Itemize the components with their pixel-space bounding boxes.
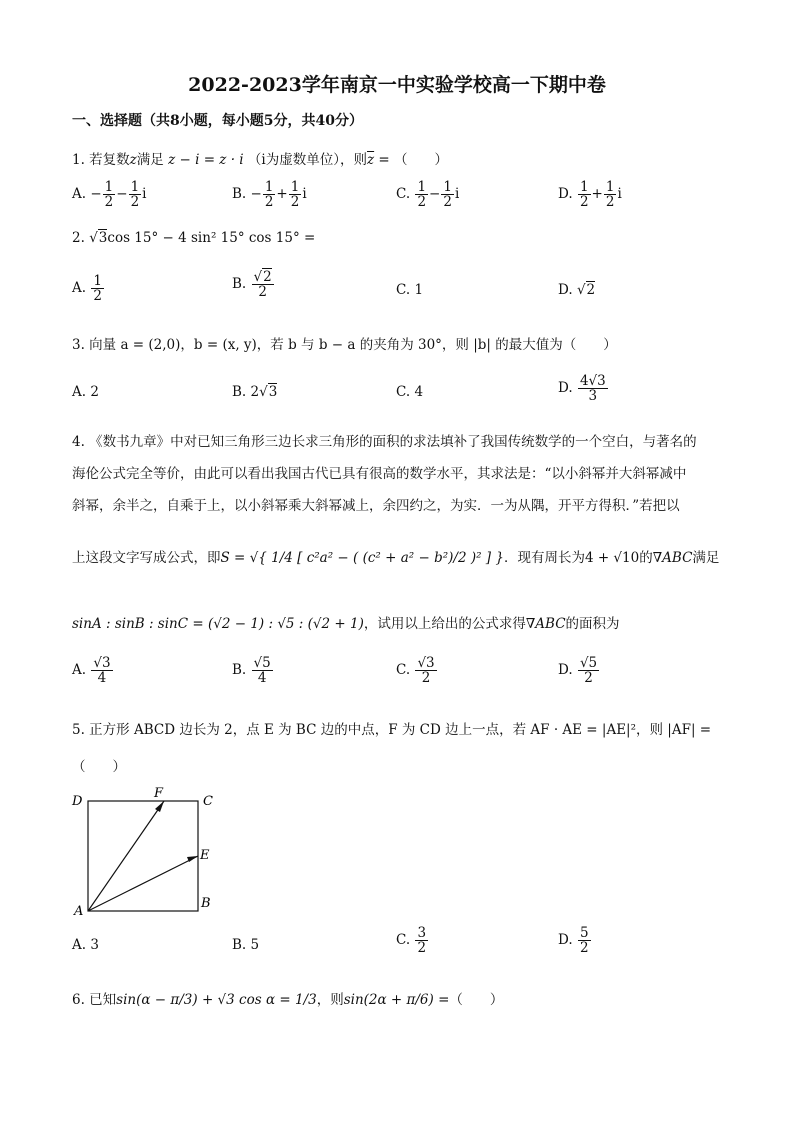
question-2-stem: 2. √3cos 15° − 4 sin² 15° cos 15° = xyxy=(72,230,316,246)
question-4-text: 4. 《数书九章》中对已知三角形三边长求三角形的面积的求法填补了我国传统数学的一个空白，与著名的 海伦公式完全等价，由此可以看出我国古代已具有很高的数学水平，其求法是：“以小斜幂并大斜幂减中 斜幂，余半之，自乘于上，以小斜幂乘大斜幂减上，余四约之，为实．一为从隅，开平方得积．”若把以 xyxy=(72,434,697,514)
q5-option-a[interactable]: A. 3 xyxy=(72,937,99,953)
label-e: E xyxy=(200,848,210,863)
page-title: 2022-2023学年南京一中实验学校高一下期中卷 xyxy=(188,74,606,96)
label-d: D xyxy=(72,794,83,809)
arrowhead-e xyxy=(187,856,198,862)
q4-option-b[interactable]: B. $\frac{√5}{4}$ xyxy=(232,655,271,687)
question-3-stem: 3. 向量 a = (2,0)，b = (x, y)，若 b 与 b − a 的夹角为 30°，则 |b| 的最大值为（ ） xyxy=(72,337,617,353)
q2-option-a[interactable]: A. $\frac{1}{2}$ xyxy=(72,273,102,305)
section-heading: 一、选择题（共8小题，每小题5分，共40分） xyxy=(72,113,363,129)
q2-option-c[interactable]: C. 1 xyxy=(396,282,424,298)
arrowhead-f xyxy=(155,801,164,812)
question-6-stem: 6. 已知sin(α − π/3) + √3 cos α = 1/3，则sin(2α + π/6) =（ ） xyxy=(72,992,504,1008)
q5-option-b[interactable]: B. 5 xyxy=(232,937,260,953)
label-a: A xyxy=(74,904,84,919)
q3-option-d[interactable]: D. $\frac{4√3}{3}$ xyxy=(558,373,606,405)
question-4-ratio-line: sinA : sinB : sinC = (√2 − 1) : √5 : (√2 + 1)，试用以上给出的公式求得∇ABC的面积为 xyxy=(72,616,620,632)
square-figure xyxy=(66,785,236,920)
question-1-stem: 1. 若复数z满足 z − i = z · i （i为虚数单位），则$\overline{z}$ = （ ） xyxy=(72,152,449,168)
q3-option-c[interactable]: C. 4 xyxy=(396,384,424,400)
q4-option-d[interactable]: D. $\frac{√5}{2}$ xyxy=(558,655,598,687)
question-5-paren: （ ） xyxy=(72,759,126,775)
q1-option-a[interactable]: A. − $\frac{1}{2}$ − $\frac{1}{2}$ i xyxy=(72,179,147,211)
square-abcd xyxy=(88,801,198,911)
q1-option-d[interactable]: D. $\frac{1}{2}$ + $\frac{1}{2}$ i xyxy=(558,179,622,211)
vector-ae xyxy=(88,856,198,911)
q2-option-b[interactable]: B. $\frac{√2}{2}$ xyxy=(232,269,272,301)
label-c: C xyxy=(203,794,213,809)
q3-option-a[interactable]: A. 2 xyxy=(72,384,99,400)
q1-option-c[interactable]: C. $\frac{1}{2}$ − $\frac{1}{2}$ i xyxy=(396,179,460,211)
q1-option-b[interactable]: B. − $\frac{1}{2}$ + $\frac{1}{2}$ i xyxy=(232,179,307,211)
label-b: B xyxy=(201,896,211,911)
q3-option-b[interactable]: B. 2√3 xyxy=(232,384,278,400)
question-4-formula-line: 上这段文字写成公式，即S = √{ 1/4 [ c²a² − ( (c² + a² − b²)/2 )² ] }．现有周长为4 + √10的∇ABC满足 xyxy=(72,550,720,566)
label-f: F xyxy=(154,786,164,801)
q5-option-d[interactable]: D. $\frac{5}{2}$ xyxy=(558,925,589,957)
q4-option-a[interactable]: A. $\frac{√3}{4}$ xyxy=(72,655,111,687)
q4-option-c[interactable]: C. $\frac{√3}{2}$ xyxy=(396,655,435,687)
question-5-stem: 5. 正方形 ABCD 边长为 2，点 E 为 BC 边的中点，F 为 CD 边上一点，若 AF · AE = |AE|²，则 |AF| = xyxy=(72,722,712,738)
q2-option-d[interactable]: D. √2 xyxy=(558,282,596,298)
vector-af xyxy=(88,801,164,911)
q5-option-c[interactable]: C. $\frac{3}{2}$ xyxy=(396,925,427,957)
